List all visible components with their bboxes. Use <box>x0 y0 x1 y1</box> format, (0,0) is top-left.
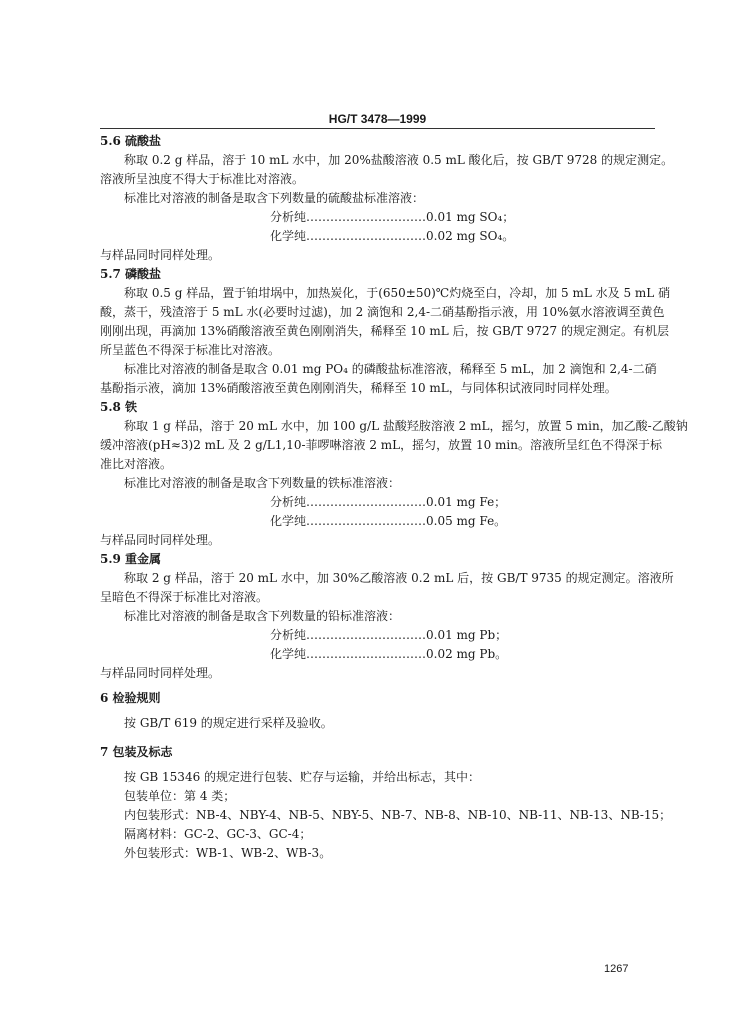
formula-line: 分析纯…………………………0.01 mg Pb； <box>270 628 508 642</box>
paragraph: 与样品同时同样处理。 <box>100 533 221 547</box>
formula-line: 化学纯…………………………0.02 mg Pb。 <box>270 647 508 661</box>
paragraph: 溶液所呈浊度不得大于标准比对溶液。 <box>100 172 305 186</box>
formula-line: 化学纯…………………………0.05 mg Fe。 <box>270 514 507 528</box>
paragraph: 基酚指示液，滴加 13%硝酸溶液至黄色刚刚消失，稀释至 10 mL，与同体积试液同时同样处理。 <box>100 381 617 395</box>
section-6-title: 6 检验规则 <box>100 691 161 705</box>
paragraph: 刚刚出现，再滴加 13%硝酸溶液至黄色刚刚消失，稀释至 10 mL 后，按 GB/T 9727 的规定测定。有机层 <box>100 324 669 338</box>
paragraph: 与样品同时同样处理。 <box>100 666 221 680</box>
formula-line: 化学纯…………………………0.02 mg SO₄。 <box>270 229 515 243</box>
paragraph: 准比对溶液。 <box>100 457 173 471</box>
section-5-6-title: 5.6 硫酸盐 <box>100 134 162 148</box>
page-number: 1267 <box>604 963 629 975</box>
paragraph: 标准比对溶液的制备是取含下列数量的铁标准溶液： <box>124 476 401 490</box>
paragraph: 与样品同时同样处理。 <box>100 248 221 262</box>
paragraph: 内包装形式：NB-4、NBY-4、NB-5、NBY-5、NB-7、NB-8、NB-10、NB-11、NB-13、NB-15； <box>124 808 672 822</box>
paragraph: 按 GB/T 619 的规定进行采样及验收。 <box>124 716 333 730</box>
paragraph: 隔离材料：GC-2、GC-3、GC-4； <box>124 827 312 841</box>
paragraph: 标准比对溶液的制备是取含下列数量的铅标准溶液： <box>124 609 401 623</box>
paragraph: 称取 0.2 g 样品，溶于 10 mL 水中，加 20%盐酸溶液 0.5 mL 酸化后，按 GB/T 9728 的规定测定。 <box>124 153 674 167</box>
paragraph: 标准比对溶液的制备是取含下列数量的硫酸盐标准溶液： <box>124 191 425 205</box>
document-body <box>100 132 688 863</box>
formula-line: 分析纯…………………………0.01 mg Fe； <box>270 495 507 509</box>
paragraph: 称取 2 g 样品，溶于 20 mL 水中，加 30%乙酸溶液 0.2 mL 后，按 GB/T 9735 的规定测定。溶液所 <box>124 571 674 585</box>
paragraph: 包装单位：第 4 类； <box>124 789 236 803</box>
section-7-title: 7 包装及标志 <box>100 745 173 759</box>
paragraph: 缓冲溶液(pH≈3)2 mL 及 2 g/L1,10-菲啰啉溶液 2 mL，摇匀，放置 10 min。溶液所呈红色不得深于标 <box>100 438 662 452</box>
section-5-7-title: 5.7 磷酸盐 <box>100 267 162 281</box>
running-header: HG/T 3478—1999 <box>328 112 427 126</box>
paragraph: 称取 1 g 样品，溶于 20 mL 水中，加 100 g/L 盐酸羟胺溶液 2 mL，摇匀，放置 5 min，加乙酸-乙酸钠 <box>124 419 688 433</box>
section-5-9-title: 5.9 重金属 <box>100 552 162 566</box>
paragraph: 外包装形式：WB-1、WB-2、WB-3。 <box>124 846 332 860</box>
formula-line: 分析纯…………………………0.01 mg SO₄； <box>270 210 515 224</box>
section-5-8-title: 5.8 铁 <box>100 400 138 414</box>
paragraph: 所呈蓝色不得深于标准比对溶液。 <box>100 343 281 357</box>
paragraph: 称取 0.5 g 样品，置于铂坩埚中，加热炭化，于(650±50)℃灼烧至白，冷却，加 5 mL 水及 5 mL 硝 <box>124 286 671 300</box>
paragraph: 呈暗色不得深于标准比对溶液。 <box>100 590 269 604</box>
paragraph: 按 GB 15346 的规定进行包装、贮存与运输，并给出标志，其中： <box>124 770 481 784</box>
paragraph: 标准比对溶液的制备是取含 0.01 mg PO₄ 的磷酸盐标准溶液，稀释至 5 mL，加 2 滴饱和 2,4-二硝 <box>124 362 657 376</box>
paragraph: 酸，蒸干，残渣溶于 5 mL 水(必要时过滤)，加 2 滴饱和 2,4-二硝基酚指示液，用 10%氨水溶液调至黄色 <box>100 305 665 319</box>
header-rule <box>100 128 655 129</box>
